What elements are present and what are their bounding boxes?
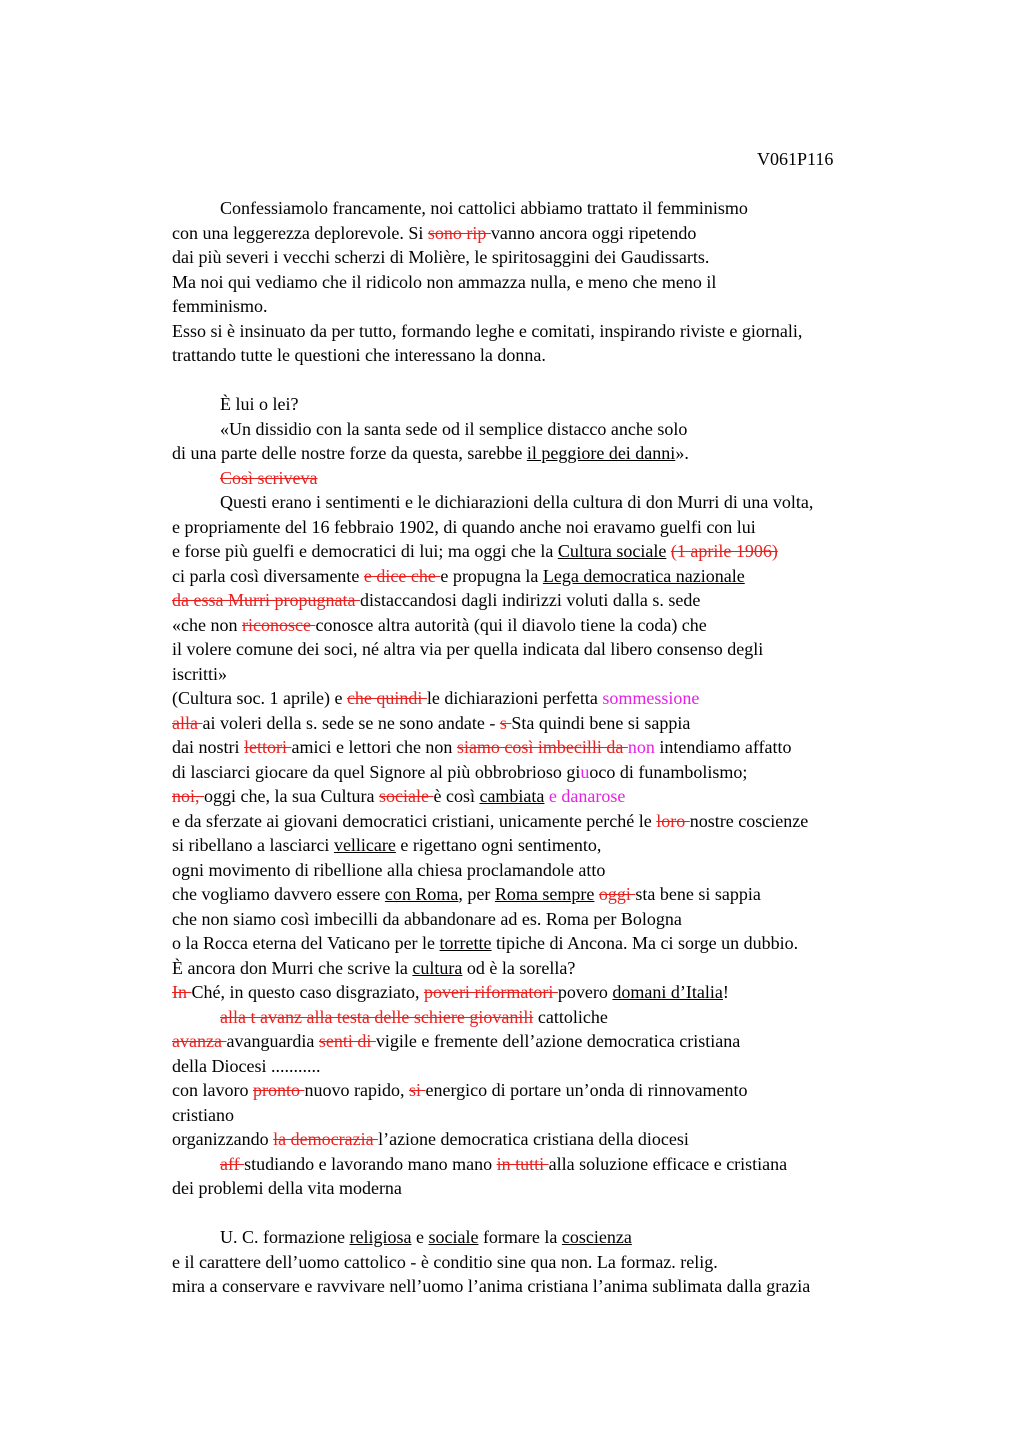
text-segment: e rigettano ogni sentimento, [395, 835, 602, 855]
text-segment: ai voleri della s. sede se ne sono andate - [202, 712, 500, 733]
deleted-text: in tutti [496, 1153, 549, 1174]
text-segment: organizzando [172, 1129, 274, 1149]
deleted-text: e dice che [363, 565, 441, 586]
underlined-text: sociale [428, 1227, 479, 1247]
text-line [172, 858, 1012, 883]
text-line [172, 686, 1012, 711]
text-segment: oggi che, la sua Cultura [204, 786, 379, 806]
text-line [172, 931, 1012, 956]
text-segment: ! [722, 982, 729, 1002]
text-segment: le dichiarazioni perfetta [426, 688, 603, 708]
page-code: V061P116 [757, 149, 834, 169]
manuscript-body [172, 196, 1012, 1299]
text-line [172, 221, 1012, 246]
underlined-text: Cultura sociale [557, 541, 667, 561]
text-segment: o la Rocca eterna del Vaticano per le [172, 933, 440, 953]
text-segment: intendiamo affatto [654, 737, 792, 757]
deleted-text: (1 aprile 1906) [670, 541, 778, 561]
text-segment: si ribellano a lasciarci [172, 835, 334, 855]
text-segment: Esso si è insinuato da per tutto, formando leghe e comitati, inspirando riviste e giornali, [172, 320, 803, 341]
text-segment: od è la sorella? [462, 957, 576, 978]
underlined-text: coscienza [561, 1227, 632, 1247]
text-segment: Ché, in questo caso disgraziato, [191, 982, 424, 1002]
text-line [172, 1176, 1012, 1201]
text-segment: e forse più guelfi e democratici di lui; ma oggi che la [172, 541, 558, 561]
deleted-text: avanza [172, 1031, 227, 1051]
text-segment: di una parte delle nostre forze da questa, sarebbe [172, 443, 527, 463]
blank-line [172, 1201, 1012, 1226]
underlined-text: cultura [412, 957, 463, 978]
text-line [172, 319, 1012, 344]
text-segment: mira a conservare e ravvivare nell’uomo l’anima cristiana l’anima sublimata dalla grazia [172, 1276, 811, 1296]
text-line [172, 637, 1012, 662]
text-segment: ». [675, 443, 689, 463]
text-line [172, 245, 1012, 270]
underlined-text: torrette [439, 933, 492, 953]
deleted-text: senti di [318, 1031, 376, 1051]
text-line [172, 1225, 1012, 1250]
deleted-text: si [408, 1080, 426, 1100]
text-line [172, 907, 1012, 932]
text-segment: tipiche di Ancona. Ma ci sorge un dubbio. [491, 933, 799, 953]
deleted-text: loro [656, 810, 690, 831]
deleted-text: s [499, 712, 512, 733]
text-line [172, 294, 1012, 319]
blank-line [172, 368, 1012, 393]
text-segment: e da sferzate ai giovani democratici cristiani, unicamente perché le [172, 810, 657, 831]
deleted-text: alla t avanz alla testa delle schiere giovanili [220, 1006, 534, 1027]
text-segment: che non siamo così imbecilli da abbandonare ad es. Roma per Bologna [172, 908, 682, 929]
text-segment: avanguardia [226, 1031, 319, 1051]
text-line [172, 1029, 1012, 1054]
inserted-text: non [627, 737, 655, 757]
deleted-text: pronto [252, 1080, 305, 1100]
underlined-text: con Roma [384, 884, 459, 904]
text-line [172, 270, 1012, 295]
text-line [172, 613, 1012, 638]
text-segment: iscritti» [172, 663, 227, 684]
text-segment: dai più severi i vecchi scherzi di Molière, le spiritosaggini dei Gaudissarts. [172, 247, 710, 267]
text-segment: che vogliamo davvero essere [172, 884, 385, 904]
deleted-text: Così scriveva [220, 467, 318, 488]
text-segment: Sta quindi bene si sappia [511, 712, 691, 733]
text-line [172, 1054, 1012, 1079]
text-segment: con una leggerezza deplorevole. Si [172, 222, 428, 243]
text-segment: nostre coscienze [689, 810, 809, 831]
text-line [172, 882, 1012, 907]
text-line [172, 515, 1012, 540]
text-line [172, 1250, 1012, 1275]
text-line [172, 809, 1012, 834]
text-line [172, 1274, 1012, 1299]
text-segment: povero [557, 982, 613, 1002]
text-segment: vigile e fremente dell’azione democratica cristiana [375, 1031, 741, 1051]
text-line [172, 417, 1012, 442]
text-segment: «che non [172, 614, 242, 635]
underlined-text: il peggiore dei danni [526, 443, 676, 463]
text-line [172, 760, 1012, 785]
deleted-text: siamo così imbecilli da [456, 737, 628, 757]
text-segment: oco di funambolismo; [589, 761, 748, 782]
text-line [172, 784, 1012, 809]
text-line [172, 490, 1012, 515]
deleted-text: poveri riformatori [423, 982, 558, 1002]
text-segment: alla soluzione efficace e cristiana [548, 1153, 788, 1174]
inserted-text: u [580, 761, 590, 782]
text-line [172, 662, 1012, 687]
text-line [172, 564, 1012, 589]
underlined-text: cambiata [479, 786, 545, 806]
text-segment: femminismo. [172, 296, 268, 316]
text-line [172, 711, 1012, 736]
deleted-text: noi, [172, 786, 205, 806]
text-segment: cristiano [172, 1104, 234, 1125]
text-segment: sta bene si sappia [635, 884, 761, 904]
deleted-text: alla [172, 712, 203, 733]
text-segment: È ancora don Murri che scrive la [172, 957, 413, 978]
text-segment: energico di portare un’onda di rinnovamento [425, 1080, 748, 1100]
text-segment: e il carattere dell’uomo cattolico - è conditio sine qua non. La formaz. relig. [172, 1251, 718, 1272]
text-segment: dei problemi della vita moderna [172, 1178, 402, 1198]
deleted-text: lettori [244, 737, 292, 757]
text-segment: ci parla così diversamente [172, 565, 364, 586]
text-segment: U. C. formazione [220, 1227, 350, 1247]
text-line [172, 833, 1012, 858]
text-segment: (Cultura soc. 1 aprile) e [172, 688, 347, 708]
text-segment: Ma noi qui vediamo che il ridicolo non ammazza nulla, e meno che meno il [172, 271, 717, 292]
text-segment: amici e lettori che non [291, 737, 457, 757]
underlined-text: Lega democratica nazionale [542, 565, 745, 586]
text-segment: nuovo rapido, [304, 1080, 409, 1100]
text-segment: «Un dissidio con la santa sede od il semplice distacco anche solo [220, 418, 688, 439]
text-segment: trattando tutte le questioni che interessano la donna. [172, 345, 546, 365]
deleted-text: che quindi [346, 688, 427, 708]
text-line [172, 1152, 1012, 1177]
text-segment: È lui o lei? [220, 394, 299, 414]
text-segment: formare la [478, 1227, 562, 1247]
text-line [172, 956, 1012, 981]
text-segment: e [411, 1227, 429, 1247]
text-segment: l’azione democratica cristiana della diocesi [378, 1129, 689, 1149]
text-line [172, 588, 1012, 613]
text-line [172, 343, 1012, 368]
underlined-text: vellicare [333, 835, 396, 855]
text-segment: dai nostri [172, 737, 244, 757]
text-segment: distaccandosi dagli indirizzi voluti dalla s. sede [359, 590, 701, 610]
underlined-text: domani d’Italia [612, 982, 723, 1002]
text-line [172, 441, 1012, 466]
text-segment: con lavoro [172, 1080, 253, 1100]
text-line [172, 1005, 1012, 1030]
text-line [172, 1127, 1012, 1152]
text-segment: è così [433, 786, 480, 806]
text-line [172, 1078, 1012, 1103]
text-segment: di lasciarci giocare da quel Signore al più obbrobrioso gi [172, 761, 581, 782]
text-segment: cattoliche [533, 1006, 608, 1027]
deleted-text: aff [220, 1153, 245, 1174]
text-line [172, 980, 1012, 1005]
text-segment: Questi erano i sentimenti e le dichiarazioni della cultura di don Murri di una volta, [220, 492, 814, 512]
text-segment: ogni movimento di ribellione alla chiesa proclamandole atto [172, 859, 606, 880]
text-segment: della Diocesi ........... [172, 1055, 321, 1076]
deleted-text: riconosce [241, 614, 316, 635]
underlined-text: religiosa [349, 1227, 412, 1247]
inserted-text: sommessione [602, 688, 700, 708]
text-segment: conosce altra autorità (qui il diavolo tiene la coda) che [315, 614, 707, 635]
deleted-text: In [172, 982, 192, 1002]
text-segment: studiando e lavorando mano mano [244, 1153, 497, 1174]
deleted-text: oggi [598, 884, 636, 904]
text-segment: vanno ancora oggi ripetendo [490, 222, 697, 243]
deleted-text: da essa Murri propugnata [172, 590, 360, 610]
text-line [172, 539, 1012, 564]
text-segment: e propugna la [440, 565, 543, 586]
text-segment: e propriamente del 16 febbraio 1902, di quando anche noi eravamo guelfi con lui [172, 516, 756, 537]
text-segment: , per [458, 884, 495, 904]
text-line [172, 392, 1012, 417]
underlined-text: Roma sempre [494, 884, 595, 904]
text-segment: il volere comune dei soci, né altra via per quella indicata dal libero consenso degli [172, 639, 764, 659]
deleted-text: sociale [378, 786, 434, 806]
inserted-text: e danarose [548, 786, 626, 806]
text-line [172, 1103, 1012, 1128]
text-line [172, 466, 1012, 491]
text-line [172, 735, 1012, 760]
deleted-text: la democrazia [273, 1129, 379, 1149]
text-line [172, 196, 1012, 221]
deleted-text: sono rip [427, 222, 491, 243]
text-segment: Confessiamolo francamente, noi cattolici abbiamo trattato il femminismo [220, 198, 748, 218]
